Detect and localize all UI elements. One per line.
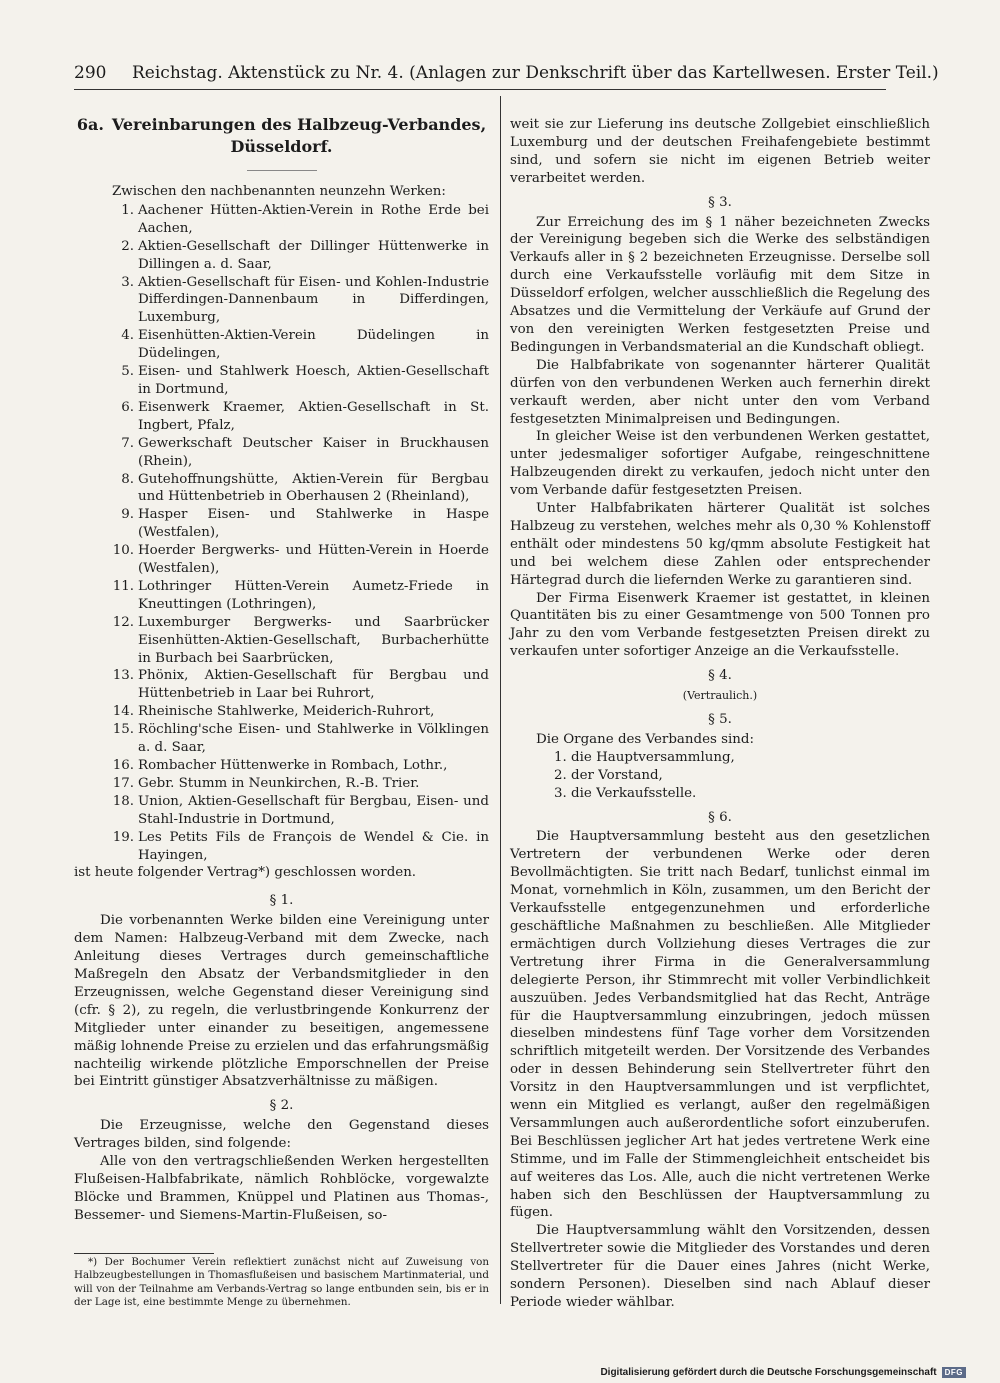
list-item: 2. der Vorstand, — [554, 767, 663, 783]
running-header — [74, 62, 939, 84]
left-column — [74, 104, 489, 1225]
section-2-heading: § 2. — [269, 1098, 294, 1114]
parties-intro: Zwischen den nachbenannten neunzehn Werken: — [112, 184, 446, 199]
title-line-1: Vereinbarungen des Halbzeug-Verbandes, — [111, 115, 487, 134]
list-item: 2. Aktien-Gesellschaft der Dillinger Hüttenwerke in Dillingen a. d. Saar, — [121, 238, 489, 272]
list-item: 10. Hoerder Bergwerks- und Hütten-Verein in Hoerde (Westfalen), — [112, 543, 489, 577]
list-item: 1. die Hauptversammlung, — [554, 749, 735, 765]
list-item: 9. Hasper Eisen- und Stahlwerke in Haspe (Westfalen), — [121, 507, 489, 541]
section-2-text-2: Alle von den vertragschließenden Werken hergestellten Flußeisen-Halbfabrikate, nämlich Rohblöcke, vorgewalzte Blöcke und Brammen, Knüppel und Platinen aus Thomas-, Bessemer- und Siemens-Martin-Flußeisen, so- — [74, 1154, 489, 1223]
credit-text: Digitalisierung gefördert durch die Deutsche Forschungsgemeinschaft — [600, 1367, 937, 1378]
list-item: 19. Les Petits Fils de François de Wendel & Cie. in Hayingen, — [112, 829, 489, 863]
list-item: 12. Luxemburger Bergwerks- und Saarbrücker Eisenhütten-Aktien-Gesellschaft, Burbacherhütte in Burbach bei Saarbrücken, — [112, 614, 489, 666]
section-3-heading: § 3. — [708, 194, 732, 210]
section-2-continuation: weit sie zur Lieferung ins deutsche Zollgebiet einschließlich Luxemburg und der deutschen Freihafengebiete bestimmt sind, und sofern sie nicht im eigenen Betrieb weiter verarbeitet werden. — [510, 117, 930, 186]
list-item: 1. Aachener Hütten-Aktien-Verein in Rothe Erde bei Aachen, — [121, 202, 489, 236]
footnote-rule — [74, 1253, 214, 1254]
title-number: 6a. — [76, 115, 104, 134]
section-3-para-3: In gleicher Weise ist den verbundenen Werken gestattet, unter jedesmaliger sofortiger Aufgabe, reingeschnittene Halbzeugenden direkt zu verkaufen, jedoch nicht unter den vom Verbande dafür festgesetzten Preisen. — [510, 429, 930, 499]
document-title — [74, 114, 489, 158]
footnote: *) Der Bochumer Verein reflektiert zunächst nicht auf Zuweisung von Halbzeugbestellungen in Thomasflußeisen und basischem Martinmaterial, und will von der Teilnahme am Verbands-Vertrag so lange entbunden sein, bis er in der Lage ist, eine bestimmte Menge zu übernehmen. — [74, 1256, 489, 1309]
digitization-credit — [600, 1367, 966, 1378]
list-item: 8. Gutehoffnungshütte, Aktien-Verein für Bergbau und Hüttenbetrieb in Oberhausen 2 (Rheinland), — [121, 471, 489, 505]
list-item: 3. die Verkaufsstelle. — [554, 785, 697, 801]
section-6-para-1: Die Hauptversammlung besteht aus den gesetzlichen Vertretern der verbundenen Werke oder deren Bevollmächtigten. Sie tritt nach Bedarf, tunlichst einmal im Monat, vornehmlich in Köln, zusammen, um den Bericht der Verkaufsstelle entgegenzunehmen und erforderliche geschäftliche Maßnahmen zu beschließen. Alle Mitglieder ermächtigen durch Vollziehung dieses Vertrages die zur Vertretung ihrer Firma in die Generalversammlung delegierte Person, ihr Stimmrecht mit voller Verbindlichkeit auszuüben. Jedes Verbandsmitglied hat das Recht, Anträge für die Hauptversammlung einzubringen, jedoch müssen dieselben mindestens fünf Tage vorher dem Vorsitzenden schriftlich mitgeteilt werden. Der Vorsitzende des Verbandes oder in dessen Behinderung sein Stellvertreter führt den Vorsitz in den Hauptversammlungen und ist verpflichtet, wenn ein Mitglied es verlangt, außer den regelmäßigen Versammlungen auch außerordentliche sofort einzuberufen. Bei Beschlüssen jeglicher Art hat jedes vertretene Werk eine Stimme, und im Falle der Stimmengleichheit entscheidet bis auf weiteres das Los. Alle, auch die nicht vertretenen Werke haben sich den Beschlüssen der Hauptversammlung zu fügen. — [510, 829, 930, 1221]
list-item: 4. Eisenhütten-Aktien-Verein Düdelingen in Düdelingen, — [121, 328, 489, 362]
contract-closing: ist heute folgender Vertrag*) geschlossen worden. — [74, 865, 417, 881]
list-item: 11. Lothringer Hütten-Verein Aumetz-Friede in Kneuttingen (Lothringen), — [112, 578, 489, 612]
running-head-title: Reichstag. Aktenstück zu Nr. 4. (Anlagen zur Denkschrift über das Kartellwesen. Erster Teil.) — [132, 63, 939, 83]
column-divider — [500, 96, 501, 1304]
section-4-note: (Vertraulich.) — [682, 689, 758, 703]
title-line-2: Düsseldorf. — [230, 137, 333, 156]
section-1-text: Die vorbenannten Werke bilden eine Vereinigung unter dem Namen: Halbzeug-Verband mit dem Zwecke, nach Anleitung dieses Vertrages durch gemeinschaftliche Maßregeln den Absatz der Verbandsmitglieder in den Erzeugnissen, welche Gegenstand dieser Vereinigung sind (cfr. § 2), zu regeln, die verlustbringende Konkurrenz der Mitglieder unter einander zu beseitigen, angemessene mäßig lohnende Preise zu erzielen und das erfahrungsmäßig nachteilig wirkende plötzliche Emporschnellen der Preise bei Eintritt günstiger Absatzverhältnisse zu mäßigen. — [74, 913, 489, 1090]
section-3-para-5: Der Firma Eisenwerk Kraemer ist gestattet, in kleinen Quantitäten bis zu einer Gesamtmenge von 500 Tonnen pro Jahr zu den vom Verbande festgesetzten Preisen direkt zu verkaufen unter sofortiger Anzeige an die Verkaufsstelle. — [510, 590, 930, 660]
section-5-heading: § 5. — [708, 712, 732, 727]
section-4-heading: § 4. — [708, 668, 732, 684]
section-1-heading: § 1. — [269, 893, 294, 909]
list-item: 13. Phönix, Aktien-Gesellschaft für Bergbau und Hüttenbetrieb in Laar bei Ruhrort, — [112, 668, 489, 702]
section-5-intro: Die Organe des Verbandes sind: — [536, 731, 754, 747]
list-item: 5. Eisen- und Stahlwerk Hoesch, Aktien-Gesellschaft in Dortmund, — [121, 364, 489, 397]
section-2-text-1: Die Erzeugnisse, welche den Gegenstand dieses Vertrages bilden, sind folgende: — [74, 1118, 489, 1152]
right-column — [510, 116, 930, 1312]
organs-list — [510, 749, 930, 803]
section-3-para-2: Die Halbfabrikate von sogenannter härterer Qualität dürfen von den verbundenen Werken auch fernerhin direkt verkauft werden, aber nicht unter den vom Verband festgesetzten Minimalpreisen und Bedingungen. — [510, 357, 930, 427]
list-item: 7. Gewerkschaft Deutscher Kaiser in Bruckhausen (Rhein), — [121, 435, 489, 469]
title-rule — [247, 170, 317, 171]
section-3-para-4: Unter Halbfabrikaten härterer Qualität ist solches Halbzeug zu verstehen, welches mehr als 0,30 % Kohlenstoff enthält oder mindestens 50 kg/qmm absolute Festigkeit hat und bei welchem diese Zahlen oder entsprechender Härtegrad durch die liefernden Werke zu garantieren sind. — [510, 501, 930, 588]
list-item: 15. Röchling'sche Eisen- und Stahlwerke in Völklingen a. d. Saar, — [112, 722, 489, 756]
dfg-logo: DFG — [942, 1367, 966, 1378]
section-6-heading: § 6. — [708, 809, 732, 825]
list-item: 18. Union, Aktien-Gesellschaft für Bergbau, Eisen- und Stahl-Industrie in Dortmund, — [112, 793, 489, 827]
list-item: 14. Rheinische Stahlwerke, Meiderich-Ruhrort, — [112, 704, 435, 720]
section-6-para-2: Die Hauptversammlung wählt den Vorsitzenden, dessen Stellvertreter sowie die Mitglieder des Vorstandes und deren Stellvertreter für die Dauer eines Jahres (nicht Werke, sondern Personen). Dieselben sind nach Ablauf dieser Periode wieder wählbar. — [510, 1223, 930, 1310]
parties-list — [74, 202, 489, 865]
list-item: 6. Eisenwerk Kraemer, Aktien-Gesellschaft in St. Ingbert, Pfalz, — [121, 399, 489, 433]
section-3-para-1: Zur Erreichung des im § 1 näher bezeichneten Zwecks der Vereinigung begeben sich die Werke des selbständigen Verkaufs aller in § 2 bezeichneten Erzeugnisse. Derselbe soll durch eine Verkaufsstelle vorläufig mit dem Sitze in Düsseldorf erfolgen, welcher ausschließlich die Regelung des Absatzes und die Vermittelung der Verkäufe auf Grund der von den vereinigten Werken festgesetzten Preise und Bedingungen in Verbandsmaterial an die Kundschaft obliegt. — [510, 214, 930, 355]
header-rule — [74, 89, 886, 90]
list-item: 3. Aktien-Gesellschaft für Eisen- und Kohlen-Industrie Differdingen-Dannenbaum in Differdingen, Luxemburg, — [121, 274, 489, 326]
list-item: 17. Gebr. Stumm in Neunkirchen, R.-B. Trier. — [112, 775, 420, 791]
page-number: 290 — [74, 63, 107, 83]
list-item: 16. Rombacher Hüttenwerke in Rombach, Lothr., — [112, 758, 448, 773]
